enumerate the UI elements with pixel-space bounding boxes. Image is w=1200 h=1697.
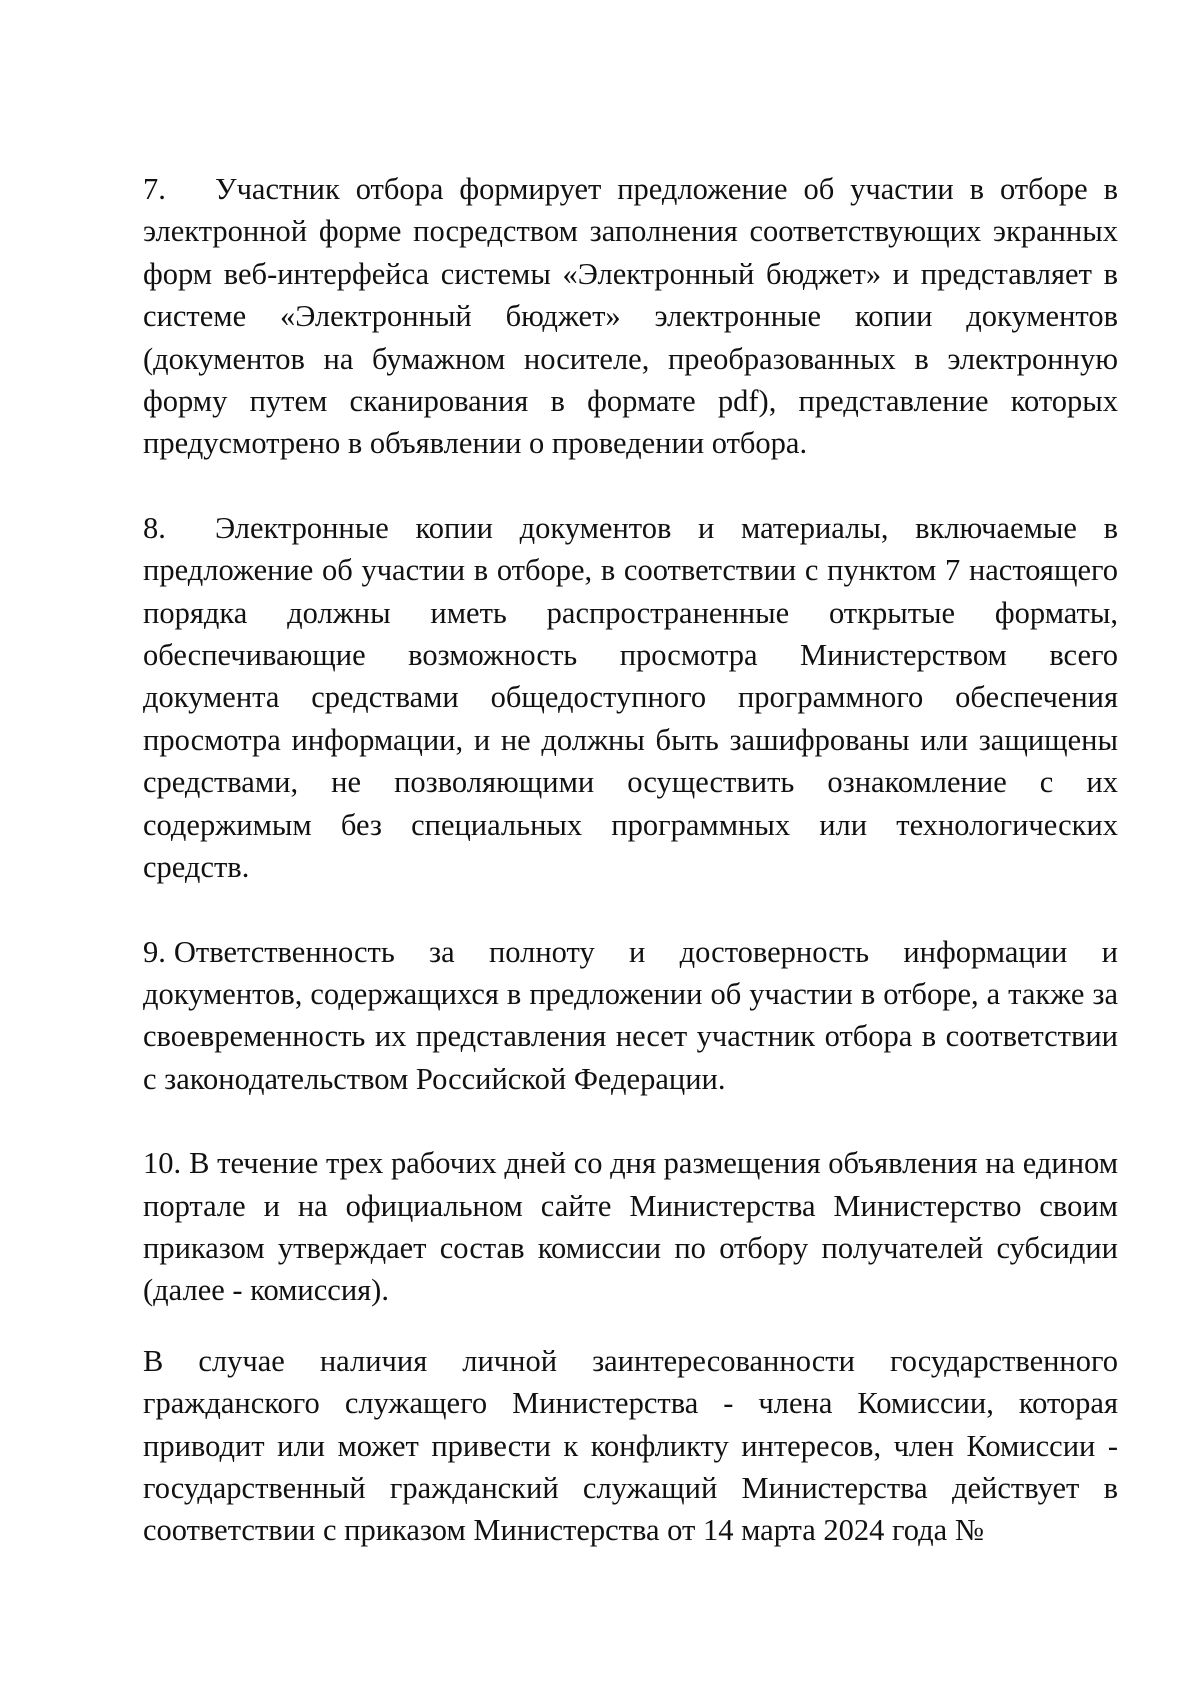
document-page — [143, 168, 1118, 1552]
paragraph-text: В течение трех рабочих дней со дня размещения объявления на едином портале и на официальном сайте Министерства Министерство своим приказом утверждает состав комиссии по отбору получателей субсидии (далее - комиссия). — [143, 1146, 1118, 1308]
paragraph-number: 9. — [143, 934, 166, 969]
paragraph-10-continuation — [143, 1340, 1118, 1552]
paragraph-number: 7. — [143, 172, 166, 206]
paragraph-7 — [143, 168, 1118, 465]
paragraph-text: В случае наличия личной заинтересованности государственного гражданского служащего Министерства - члена Комиссии, которая приводит или может привести к конфликту интересов, член Комиссии - государственный гражданский служащий Министерства действует в соответствии с приказом Министерства от 14 марта 2024 года № — [143, 1343, 1118, 1548]
paragraph-8 — [143, 507, 1118, 889]
paragraph-text: Электронные копии документов и материалы, включаемые в предложение об участии в отборе, в соответствии с пунктом 7 настоящего порядка должны иметь распространенные открытые форматы, обеспечивающие возможность просмотра Министерством всего документа средствами общедоступного программного обеспечения просмотра информации, и не должны быть зашифрованы или защищены средствами, не позволяющими осуществить ознакомление с их содержимым без специальных программных или технологических средств. — [143, 510, 1118, 885]
paragraph-number: 10. — [143, 1146, 182, 1181]
paragraph-9 — [143, 931, 1118, 1101]
paragraph-text: Участник отбора формирует предложение об участии в отборе в электронной форме посредством заполнения соответствующих экранных форм веб-интерфейса системы «Электронный бюджет» и представляет в системе «Электронный бюджет» электронные копии документов (документов на бумажном носителе, преобразованных в электронную форму путем сканирования в формате pdf), представление которых предусмотрено в объявлении о проведении отбора. — [143, 172, 1118, 461]
paragraph-10 — [143, 1142, 1118, 1312]
paragraph-number: 8. — [143, 510, 166, 545]
paragraph-text: Ответственность за полноту и достоверность информации и документов, содержащихся в предложении об участии в отборе, а также за своевременность их представления несет участник отбора в соответствии с законодательством Российской Федерации. — [143, 934, 1118, 1096]
